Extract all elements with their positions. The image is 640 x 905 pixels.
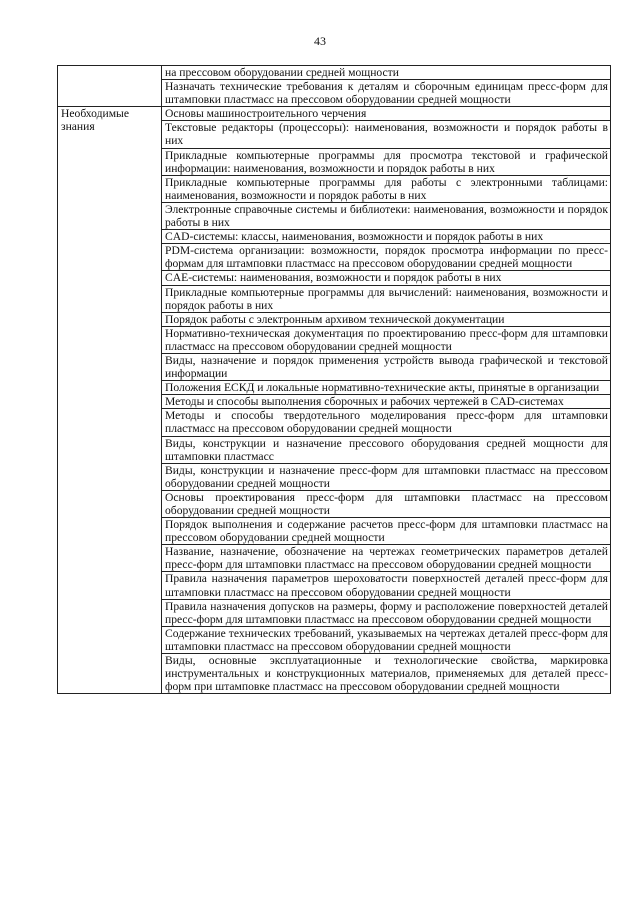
table-cell: PDM-система организации: возможности, порядок просмотра информации по пресс-формам для штамповки пластмасс на прессовом оборудовании средней мощности bbox=[162, 244, 611, 271]
table-cell: Нормативно-техническая документация по проектированию пресс-форм для штамповки пластмасс на прессовом оборудовании средней мощности bbox=[162, 326, 611, 353]
table-cell: Виды, основные эксплуатационные и технологические свойства, маркировка инструментальных и конструкционных материалов, применяемых для деталей пресс-форм при штамповке пластмасс на прессовом оборудовании средней мощности bbox=[162, 654, 611, 694]
table-cell: на прессовом оборудовании средней мощности bbox=[162, 66, 611, 80]
section-label: Необходимые знания bbox=[58, 107, 162, 694]
table-cell: Прикладные компьютерные программы для работы с электронными таблицами: наименования, возможности и порядок работы в них bbox=[162, 175, 611, 202]
table-cell: Порядок выполнения и содержание расчетов пресс-форм для штамповки пластмасс на прессовом оборудовании средней мощности bbox=[162, 518, 611, 545]
table-cell: CAE-системы: наименования, возможности и порядок работы в них bbox=[162, 271, 611, 285]
table-cell: Правила назначения допусков на размеры, форму и расположение поверхностей деталей пресс-форм для штамповки пластмасс на прессовом оборудовании средней мощности bbox=[162, 599, 611, 626]
table-cell: Название, назначение, обозначение на чертежах геометрических параметров деталей пресс-форм для штамповки пластмасс на прессовом оборудовании средней мощности bbox=[162, 545, 611, 572]
table-cell: Назначать технические требования к деталям и сборочным единицам пресс-форм для штамповки пластмасс на прессовом оборудовании средней мощности bbox=[162, 80, 611, 107]
page-number: 43 bbox=[314, 34, 326, 48]
table-cell: Электронные справочные системы и библиотеки: наименования, возможности и порядок работы в них bbox=[162, 202, 611, 229]
table-cell: Методы и способы выполнения сборочных и рабочих чертежей в CAD-системах bbox=[162, 395, 611, 409]
table-cell: Виды, назначение и порядок применения устройств вывода графической и текстовой информации bbox=[162, 353, 611, 380]
table-cell: Правила назначения параметров шероховатости поверхностей деталей пресс-форм для штамповки пластмасс на прессовом оборудовании средней мощности bbox=[162, 572, 611, 599]
table-cell: Положения ЕСКД и локальные нормативно-технические акты, принятые в организации bbox=[162, 381, 611, 395]
table-cell: Порядок работы с электронным архивом технической документации bbox=[162, 312, 611, 326]
empty-label-cell bbox=[58, 66, 162, 107]
table-cell: Содержание технических требований, указываемых на чертежах деталей пресс-форм для штамповки пластмасс на прессовом оборудовании средней мощности bbox=[162, 626, 611, 653]
table-cell: Виды, конструкции и назначение прессового оборудования средней мощности для штамповки пластмасс bbox=[162, 436, 611, 463]
table-cell: Текстовые редакторы (процессоры): наименования, возможности и порядок работы в них bbox=[162, 121, 611, 148]
table-cell: Основы проектирования пресс-форм для штамповки пластмасс на прессовом оборудовании средней мощности bbox=[162, 490, 611, 517]
table-cell: CAD-системы: классы, наименования, возможности и порядок работы в них bbox=[162, 230, 611, 244]
table-cell: Прикладные компьютерные программы для просмотра текстовой и графической информации: наименования, возможности и порядок работы в них bbox=[162, 148, 611, 175]
table-cell: Методы и способы твердотельного моделирования пресс-форм для штамповки пластмасс на прессовом оборудовании средней мощности bbox=[162, 409, 611, 436]
table-cell: Виды, конструкции и назначение пресс-форм для штамповки пластмасс на прессовом оборудовании средней мощности bbox=[162, 463, 611, 490]
table-row bbox=[58, 66, 611, 80]
table-cell: Основы машиностроительного черчения bbox=[162, 107, 611, 121]
table-cell: Прикладные компьютерные программы для вычислений: наименования, возможности и порядок работы в них bbox=[162, 285, 611, 312]
requirements-table bbox=[57, 65, 611, 694]
table-row bbox=[58, 107, 611, 121]
